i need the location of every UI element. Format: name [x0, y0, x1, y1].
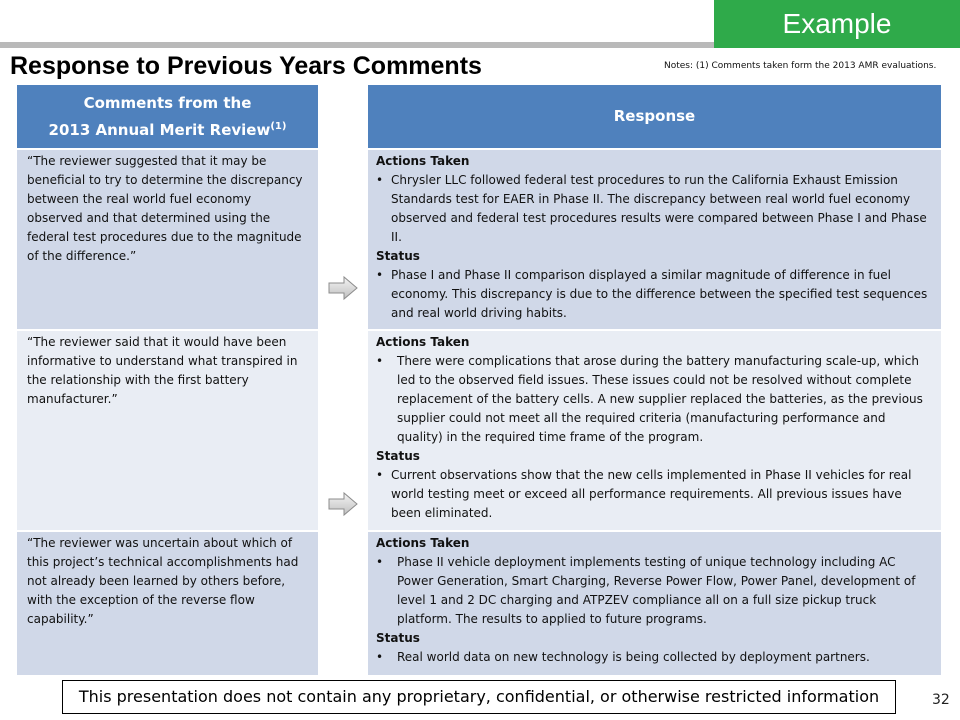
action-item: • Chrysler LLC followed federal test procedures to run the California Exhaust Emission Standards test for EAER in Phase II. The discrepancy between real world fuel economy observed and federal test procedures results were compared between Phase I and Phase II.: [376, 171, 931, 247]
response-cell-2: [368, 331, 941, 530]
notes: Notes: (1) Comments taken form the 2013 AMR evaluations.: [664, 61, 937, 71]
status-item: • Current observations show that the new cells implemented in Phase II vehicles for real world testing meet or exceed all performance requirements. All previous issues have been eliminated.: [376, 466, 931, 523]
example-badge: Example: [714, 0, 960, 48]
comments-header-line1: Comments from the: [83, 93, 252, 112]
actions-taken-label: Actions Taken: [376, 335, 470, 349]
actions-taken-label: Actions Taken: [376, 536, 470, 550]
status-label: Status: [376, 249, 420, 263]
status-item: • Phase I and Phase II comparison displayed a similar magnitude of difference in fuel economy. This discrepancy is due to the difference between the specified test sequences and real world driving habits.: [376, 266, 931, 323]
comments-header-footnote: (1): [270, 120, 287, 132]
action-item: • Phase II vehicle deployment implements testing of unique technology including AC Power Generation, Smart Charging, Reverse Power Flow, Power Panel, development of level 1 and 2 DC charging and ATPZEV compliance all on a full size pickup truck platform. The results to applied to future programs.: [376, 553, 931, 629]
status-item: • Real world data on new technology is being collected by deployment partners.: [376, 648, 931, 667]
actions-taken-label: Actions Taken: [376, 154, 470, 168]
status-label: Status: [376, 631, 420, 645]
right-arrow-icon: [326, 490, 360, 518]
response-cell-3: [368, 532, 941, 675]
comment-cell-1: “The reviewer suggested that it may be beneficial to try to determine the discrepancy between the real world fuel economy observed and that determined using the federal test procedures due to the magnitude of the difference.”: [17, 150, 318, 329]
response-column-header: Response: [368, 85, 941, 148]
page-number: 32: [932, 692, 950, 708]
page-title: Response to Previous Years Comments: [10, 52, 482, 80]
comment-cell-3: “The reviewer was uncertain about which of this project’s technical accomplishments had not already been learned by others before, with the exception of the reverse flow capability.”: [17, 532, 318, 675]
comments-column-header: [17, 85, 318, 148]
right-arrow-icon: [326, 274, 360, 302]
action-item: • There were complications that arose during the battery manufacturing scale-up, which led to the observed field issues. These issues could not be resolved without complete replacement of the battery cells. A new supplier replaced the batteries, as the previous supplier could not meet all the required criteria (manufacturing performance and quality) in the required time frame of the program.: [376, 352, 931, 447]
status-label: Status: [376, 449, 420, 463]
disclaimer-box: This presentation does not contain any proprietary, confidential, or otherwise restricted information: [62, 680, 896, 714]
response-cell-1: [368, 150, 941, 329]
comment-cell-2: “The reviewer said that it would have been informative to understand what transpired in the relationship with the first battery manufacturer.”: [17, 331, 318, 530]
comments-header-line2: 2013 Annual Merit Review: [48, 120, 271, 139]
